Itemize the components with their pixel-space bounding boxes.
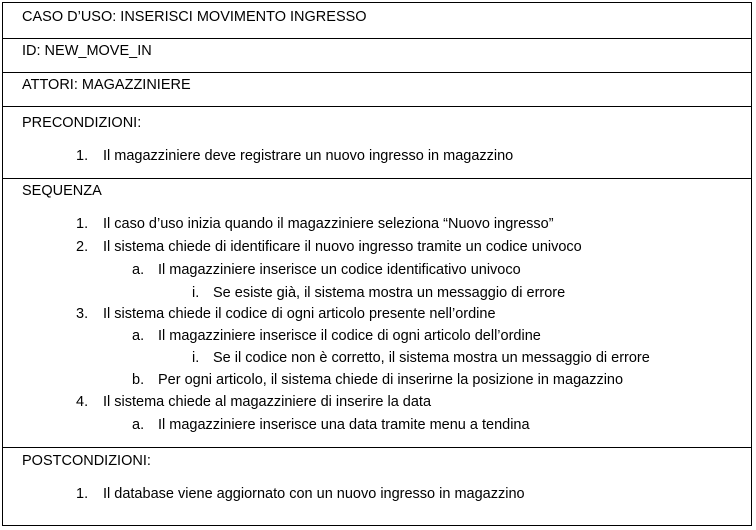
sub-sub-list-numeral: i.	[192, 285, 200, 301]
list-number: 1.	[76, 148, 89, 164]
list-number: 1.	[76, 216, 89, 232]
sub-list-letter: b.	[132, 372, 145, 388]
preconditions-heading: PRECONDIZIONI:	[22, 115, 142, 131]
sub-sub-list-item: Se il codice non è corretto, il sistema mostra un messaggio di errore	[213, 350, 650, 366]
sub-list-item: Il magazziniere inserisce il codice di ogni articolo dell’ordine	[158, 328, 541, 344]
row-divider	[2, 106, 752, 107]
sub-list-item: Il magazziniere inserisce un codice identificativo univoco	[158, 262, 521, 278]
row-divider	[2, 447, 752, 448]
row-divider	[2, 178, 752, 179]
table-border-bottom	[2, 525, 752, 526]
list-item: Il sistema chiede il codice di ogni articolo presente nell’ordine	[103, 306, 496, 322]
sub-list-item: Per ogni articolo, il sistema chiede di inserirne la posizione in magazzino	[158, 372, 624, 388]
list-number: 4.	[76, 394, 89, 410]
use-case-id: ID: NEW_MOVE_IN	[22, 43, 152, 59]
list-number: 1.	[76, 486, 89, 502]
use-case-actors: ATTORI: MAGAZZINIERE	[22, 77, 191, 93]
row-divider	[2, 72, 752, 73]
sub-list-letter: a.	[132, 417, 145, 433]
list-item: Il magazziniere deve registrare un nuovo ingresso in magazzino	[103, 148, 514, 164]
list-item: Il sistema chiede al magazziniere di inserire la data	[103, 394, 432, 410]
table-border-top	[2, 2, 752, 3]
row-divider	[2, 38, 752, 39]
list-number: 3.	[76, 306, 89, 322]
list-item: Il database viene aggiornato con un nuovo ingresso in magazzino	[103, 486, 525, 502]
sub-sub-list-numeral: i.	[192, 350, 200, 366]
sub-sub-list-item: Se esiste già, il sistema mostra un messaggio di errore	[213, 285, 566, 301]
postconditions-heading: POSTCONDIZIONI:	[22, 453, 151, 469]
list-number: 2.	[76, 239, 89, 255]
use-case-title: CASO D’USO: INSERISCI MOVIMENTO INGRESSO	[22, 9, 367, 25]
sub-list-letter: a.	[132, 328, 145, 344]
sub-list-letter: a.	[132, 262, 145, 278]
sequence-heading: SEQUENZA	[22, 183, 102, 199]
sub-list-item: Il magazziniere inserisce una data tramite menu a tendina	[158, 417, 530, 433]
list-item: Il caso d’uso inizia quando il magazziniere seleziona “Nuovo ingresso”	[103, 216, 554, 232]
list-item: Il sistema chiede di identificare il nuovo ingresso tramite un codice univoco	[103, 239, 582, 255]
